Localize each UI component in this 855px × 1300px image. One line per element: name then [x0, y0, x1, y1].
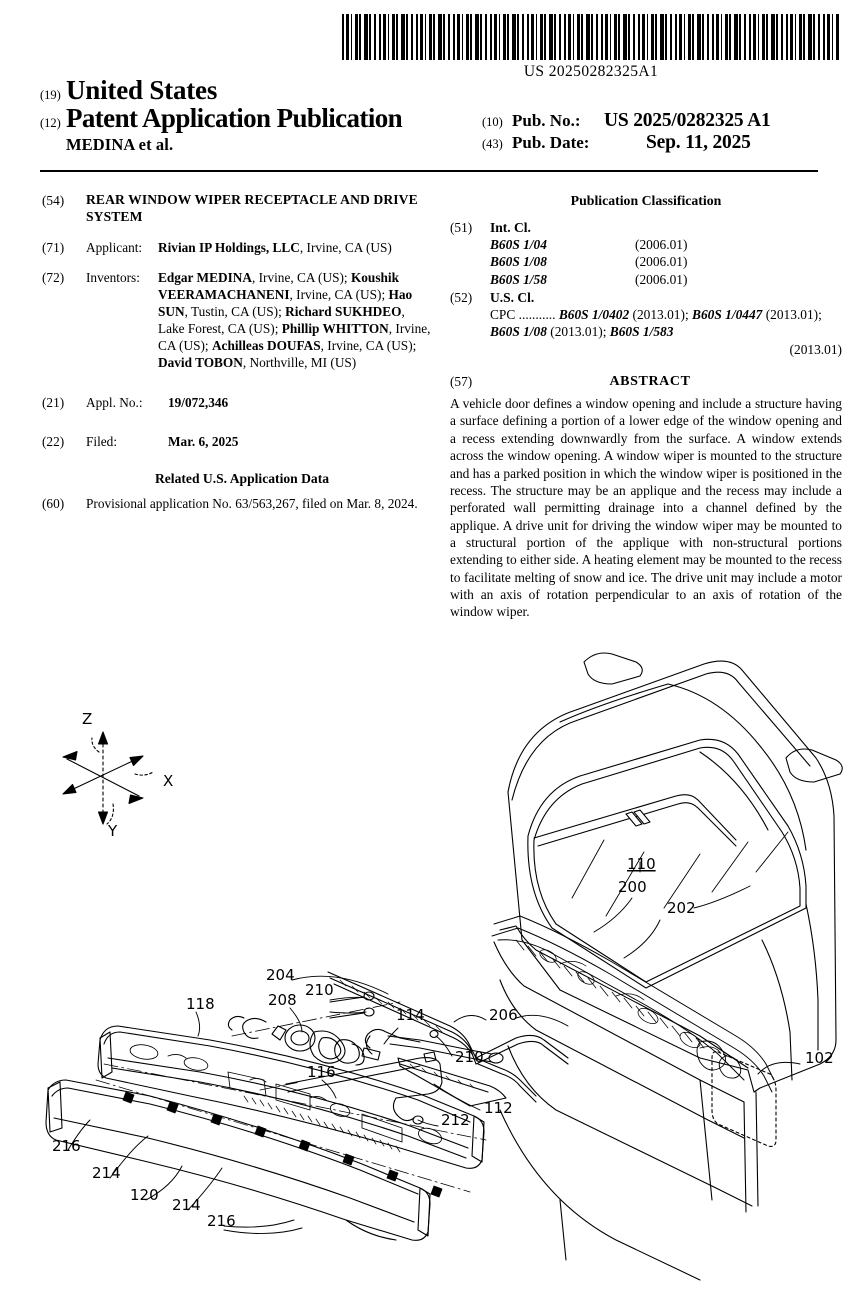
- inid-71: (71): [42, 239, 65, 255]
- first-named-inventor: MEDINA et al.: [66, 134, 174, 154]
- field-related-application: [42, 495, 432, 512]
- reference-numeral: 208: [268, 991, 297, 1009]
- masthead: [40, 76, 815, 166]
- vehicle-rear-door-assembly: [494, 653, 842, 1280]
- axis-label-y: Y: [108, 822, 118, 840]
- field-int-cl: [450, 219, 842, 288]
- inventor-location: , Northville, MI (US): [242, 355, 357, 371]
- related-application-text: Provisional application No. 63/563,267, filed on Mar. 8, 2024.: [86, 496, 418, 512]
- reference-numeral: 110: [627, 855, 656, 873]
- cpc-code: B60S 1/0402: [558, 307, 633, 323]
- axis-labels: [82, 710, 173, 840]
- axis-label-z: Z: [82, 710, 93, 728]
- cpc-version: (2013.01);: [550, 324, 610, 340]
- bibliographic-left-column: [42, 192, 432, 525]
- reference-numeral: 212: [441, 1111, 470, 1129]
- inid-52: (52): [450, 289, 473, 305]
- int-cl-symbol: B60S 1/04: [490, 237, 547, 253]
- publication-info: [482, 110, 822, 154]
- appl-no-number: 19/072,346: [168, 394, 229, 410]
- bibliographic-right-column: [450, 192, 842, 621]
- inid-12: (12): [40, 116, 61, 131]
- int-cl-version: (2006.01): [635, 237, 688, 253]
- int-cl-version: (2006.01): [635, 271, 688, 287]
- coordinate-axis-indicator: [63, 732, 153, 824]
- pub-no-value: US 2025/0282325 A1: [604, 110, 771, 131]
- reference-numeral: 206: [489, 1006, 518, 1024]
- reference-numeral: 216: [207, 1212, 236, 1230]
- inid-43: (43): [482, 137, 503, 151]
- invention-title: REAR WINDOW WIPER RECEPTACLE AND DRIVE SYSTEM: [86, 192, 418, 224]
- publication-classification-heading: Publication Classification: [570, 193, 722, 208]
- inventor-location: , Irvine, CA (US);: [320, 338, 417, 354]
- field-filed: [42, 433, 432, 450]
- abstract-text: A vehicle door defines a window opening and include a structure having a surface defining a portion of a lower edge of the window opening and a recess extending downwardly from the surface. A window extends across the window opening. A window wiper is mounted to the structure and has a parked position in which the window wiper is positioned in the recess. The structure may be an applique and the recess may include a perforated wall permitting drainage into a channel defined by the applique. A drive unit for driving the window wiper may be mounted to a structural portion of the applique with non-structural portions extending to either side. A heating element may be mounted to the recess to facilitate melting of snow and ice. The drive unit may include a motor with an axis of rotation perpendicular to an axis of rotation of the window wiper.: [450, 396, 842, 620]
- filed-value: [168, 433, 432, 450]
- inid-57: (57): [450, 374, 473, 390]
- applicant-name: Rivian IP Holdings, LLC: [158, 239, 300, 255]
- barcode-image: [342, 14, 840, 60]
- inid-54: (54): [42, 193, 65, 208]
- cpc-code: B60S 1/583: [609, 324, 674, 340]
- inventor-name: Koushik VEERAMACHANENI: [158, 270, 399, 303]
- reference-numeral: 120: [130, 1186, 159, 1204]
- exploded-drive-unit-208: [228, 992, 400, 1065]
- related-data-heading: Related U.S. Application Data: [154, 470, 330, 486]
- reference-numeral: 112: [484, 1099, 513, 1117]
- inventor-name: Richard SUKHDEO: [285, 304, 402, 320]
- inventor-name: Hao SUN: [158, 287, 413, 320]
- inventor-location: , Irvine, CA (US);: [158, 321, 431, 354]
- axis-label-x: X: [163, 772, 174, 790]
- inventor-name: David TOBON: [158, 355, 243, 371]
- reference-numeral: 216: [52, 1137, 81, 1155]
- barcode-number: US 20250282325A1: [523, 63, 659, 80]
- field-applicant: [42, 239, 432, 256]
- int-cl-label: Int. Cl.: [490, 219, 531, 235]
- inventors-list: [158, 269, 432, 371]
- inid-21: (21): [42, 394, 65, 410]
- int-cl-version: (2006.01): [635, 254, 688, 270]
- pub-date-label: Pub. Date:: [512, 133, 590, 152]
- pub-no-label: Pub. No.:: [512, 111, 581, 130]
- inid-19: (19): [40, 88, 61, 102]
- perforated-wall-116: [244, 1096, 400, 1152]
- reference-numeral: 204: [266, 966, 295, 984]
- reference-numeral: 210: [455, 1048, 484, 1066]
- reference-numeral: 102: [805, 1049, 834, 1067]
- field-appl-no: [42, 394, 432, 411]
- applicant-value: [158, 239, 432, 256]
- inventor-name: Phillip WHITTON: [281, 321, 389, 337]
- int-cl-entry: [490, 253, 842, 270]
- barcode-block: [342, 14, 840, 81]
- applicant-label: Applicant:: [86, 239, 143, 255]
- inventor-name: Achilleas DOUFAS: [211, 338, 321, 354]
- cpc-prefix: CPC ...........: [490, 307, 559, 323]
- abstract-heading: ABSTRACT: [609, 374, 691, 390]
- reference-numeral: 116: [307, 1063, 336, 1081]
- inventor-location: , Irvine, CA (US);: [289, 287, 389, 303]
- int-cl-symbol: B60S 1/08: [490, 254, 547, 270]
- int-cl-symbol: B60S 1/58: [490, 271, 547, 287]
- cpc-version: (2013.01);: [765, 307, 822, 323]
- cpc-version: (2013.01);: [632, 307, 693, 323]
- inventor-location: , Tustin, CA (US);: [184, 304, 286, 320]
- inid-60: (60): [42, 496, 65, 512]
- cpc-code: B60S 1/08: [490, 324, 551, 340]
- inid-72: (72): [42, 270, 65, 286]
- filed-date: Mar. 6, 2025: [168, 433, 239, 449]
- abstract-heading-row: [450, 373, 842, 391]
- reference-numeral: 200: [618, 878, 647, 896]
- cpc-codes: [490, 306, 842, 341]
- pub-date-row: [482, 132, 822, 154]
- applicant-address: , Irvine, CA (US): [299, 239, 392, 255]
- inid-10: (10): [482, 115, 503, 129]
- cpc-code: B60S 1/0447: [692, 307, 766, 323]
- field-inventors: [42, 269, 432, 371]
- reference-numeral: 214: [172, 1196, 201, 1214]
- country-name: United States: [66, 75, 218, 105]
- inventor-location: , Irvine, CA (US);: [251, 270, 351, 286]
- reference-numeral: 202: [667, 899, 696, 917]
- inventor-location: , Lake Forest, CA (US);: [158, 304, 405, 337]
- cpc-tail: (2013.01): [789, 341, 842, 357]
- inventor-name: Edgar MEDINA: [158, 270, 252, 286]
- reference-numeral: 118: [186, 995, 215, 1013]
- exploded-applique-120: [46, 1080, 430, 1240]
- field-us-cl: [450, 289, 842, 358]
- int-cl-entries: [490, 236, 842, 288]
- reference-numeral: 114: [396, 1006, 425, 1024]
- appl-no-value: [168, 394, 432, 411]
- pub-date-value: Sep. 11, 2025: [646, 132, 751, 153]
- inid-22: (22): [42, 433, 65, 449]
- pub-no-row: [482, 110, 822, 132]
- document-type: Patent Application Publication: [66, 103, 403, 134]
- reference-numeral: 210: [305, 981, 334, 999]
- country-row: [40, 76, 815, 104]
- int-cl-entry: [490, 271, 842, 288]
- inventors-label: Inventors:: [86, 270, 140, 286]
- patent-drawing-figure: [0, 640, 855, 1300]
- field-title: [42, 192, 432, 226]
- us-cl-label: U.S. Cl.: [490, 289, 535, 305]
- reference-numeral: 214: [92, 1164, 121, 1182]
- int-cl-entry: [490, 236, 842, 253]
- header-divider: [40, 170, 818, 172]
- leader-lines: [68, 862, 800, 1234]
- filed-label: Filed:: [86, 433, 118, 449]
- inid-51: (51): [450, 219, 473, 235]
- appl-no-label: Appl. No.:: [86, 394, 143, 410]
